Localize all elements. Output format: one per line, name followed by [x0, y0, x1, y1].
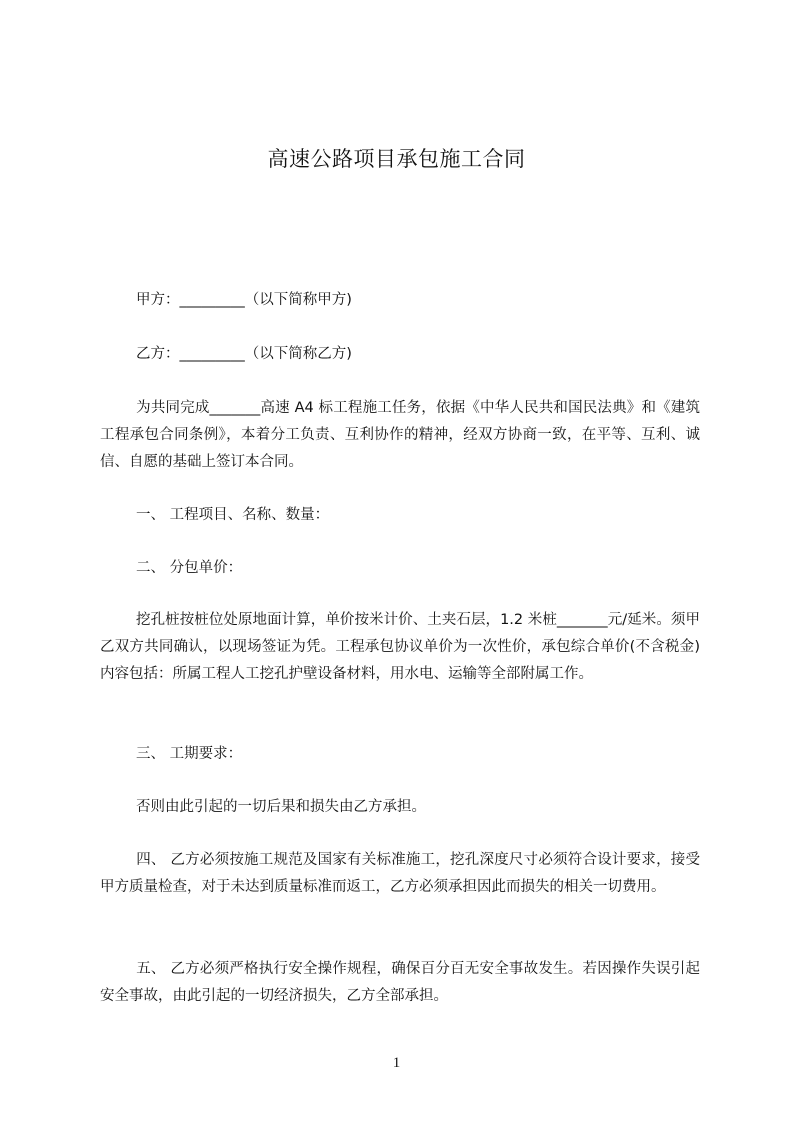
- section-2-heading: [100, 555, 705, 582]
- party-a-text: 甲方：_________（以下简称甲方): [136, 292, 352, 308]
- section-1-heading: [100, 502, 705, 529]
- section-3-text: 三、 工期要求：: [136, 746, 243, 762]
- document-title: 高速公路项目承包施工合同: [267, 147, 526, 171]
- page-number: 1: [392, 1055, 401, 1071]
- section-4-text: 四、 乙方必须按施工规范及国家有关标准施工，挖孔深度尺寸必须符合设计要求，接受甲方质量检查，对于未达到质量标准而返工，乙方必须承担因此而损失的相关一切费用。: [100, 852, 700, 895]
- section-2-text: 二、 分包单价：: [136, 560, 243, 576]
- party-b-text: 乙方：_________（以下简称乙方): [136, 346, 352, 362]
- party-b-line: [100, 341, 705, 368]
- intro-text: 为共同完成_______高速 A4 标工程施工任务，依据《中华人民共和国民法典》和《建筑工程承包合同条例》，本着分工负责、互利协作的精神，经双方协商一致，在平等、互利、诚信、自愿的基础上签订本合同。: [100, 400, 700, 470]
- party-a-line: [100, 287, 705, 314]
- section-3-heading: [100, 741, 705, 768]
- section-3-body: [100, 794, 705, 821]
- section-4-paragraph: [100, 847, 700, 901]
- section-5-paragraph: [100, 956, 700, 1010]
- section-1-text: 一、 工程项目、名称、数量：: [136, 507, 330, 523]
- section-2-body: [100, 607, 700, 688]
- intro-paragraph: [100, 395, 700, 476]
- section-5-text: 五、 乙方必须严格执行安全操作规程，确保百分百无安全事故发生。若因操作失误引起安全事故，由此引起的一切经济损失，乙方全部承担。: [100, 961, 700, 1004]
- section-2-body-text: 挖孔桩按桩位处原地面计算，单价按米计价、土夹石层，1.2 米桩_______元/延米。须甲乙双方共同确认，以现场签证为凭。工程承包协议单价为一次性价，承包综合单价(不含税金)内容包括：所属工程人工挖孔护壁设备材料，用水电、运输等全部附属工作。: [100, 612, 700, 682]
- section-3-body-text: 否则由此引起的一切后果和损失由乙方承担。: [136, 799, 426, 815]
